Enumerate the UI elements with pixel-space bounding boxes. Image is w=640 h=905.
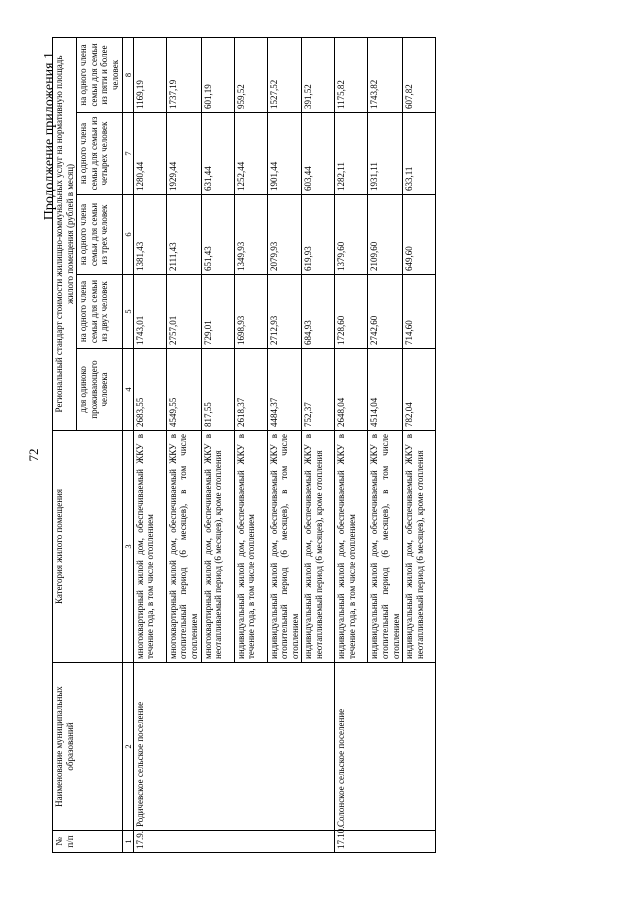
header-c5: на одного члена семьи для семьи из двух человек <box>77 275 122 349</box>
value-cell: 1931,11 <box>368 113 403 195</box>
value-cell: 2648,04 <box>335 349 368 431</box>
value-cell: 1282,11 <box>335 113 368 195</box>
category-cell: индивидуальный жилой дом, обеспечиваемый ЖКУ в отопительный период (6 месяцев), в том числе отоплением <box>368 431 403 663</box>
value-cell: 1929,44 <box>166 113 201 195</box>
value-cell: 782,04 <box>403 349 436 431</box>
municipality-name: Родичевское сельское поселение <box>133 663 335 831</box>
value-cell: 1175,82 <box>335 37 368 112</box>
value-cell: 1349,93 <box>234 195 267 275</box>
value-cell: 2757,01 <box>166 275 201 349</box>
value-cell: 619,93 <box>302 195 335 275</box>
value-cell: 1252,44 <box>234 113 267 195</box>
page-number: 72 <box>26 448 41 462</box>
value-cell: 1527,52 <box>267 37 302 112</box>
value-cell: 2683,55 <box>133 349 166 431</box>
value-cell: 729,01 <box>201 275 234 349</box>
continuation-title: Продолжение приложения 1 <box>42 52 57 221</box>
value-cell: 1381,43 <box>133 195 166 275</box>
municipality-name: Солонское сельское поселение <box>335 663 436 831</box>
value-cell: 817,55 <box>201 349 234 431</box>
header-c4: для одиноко проживающего человека <box>77 349 122 431</box>
value-cell: 2111,43 <box>166 195 201 275</box>
category-cell: многоквартирный жилой дом, обеспечиваемый ЖКУ в неотапливаемый период (6 месяцев), кроме отопления <box>201 431 234 663</box>
value-cell: 684,93 <box>302 275 335 349</box>
category-cell: индивидуальный жилой дом, обеспечиваемый ЖКУ в неотапливаемый период (6 месяцев), кроме отопления <box>403 431 436 663</box>
colnum: 8 <box>122 37 133 112</box>
value-cell: 959,52 <box>234 37 267 112</box>
value-cell: 601,19 <box>201 37 234 112</box>
header-category: Категория жилого помещения <box>53 431 123 663</box>
value-cell: 1743,82 <box>368 37 403 112</box>
value-cell: 391,52 <box>302 37 335 112</box>
value-cell: 649,60 <box>403 195 436 275</box>
table-row <box>133 37 166 852</box>
value-cell: 1169,19 <box>133 37 166 112</box>
colnum: 6 <box>122 195 133 275</box>
value-cell: 651,43 <box>201 195 234 275</box>
row-num: 17.9. <box>133 831 335 853</box>
header-row <box>53 37 77 852</box>
category-cell: многоквартирный жилой дом, обеспечиваемый ЖКУ в течение года, в том числе отоплением <box>133 431 166 663</box>
value-cell: 1901,44 <box>267 113 302 195</box>
colnum: 5 <box>122 275 133 349</box>
category-cell: индивидуальный жилой дом, обеспечиваемый ЖКУ в течение года, в том числе отоплением <box>234 431 267 663</box>
value-cell: 2742,60 <box>368 275 403 349</box>
category-cell: индивидуальный жилой дом, обеспечиваемый ЖКУ в течение года, в том числе отоплением <box>335 431 368 663</box>
value-cell: 2712,93 <box>267 275 302 349</box>
header-municipality: Наименование муниципальных образований <box>53 663 123 831</box>
value-cell: 603,44 <box>302 113 335 195</box>
standards-table <box>52 37 436 853</box>
value-cell: 1698,93 <box>234 275 267 349</box>
header-num: № п/п <box>53 831 123 853</box>
value-cell: 2079,93 <box>267 195 302 275</box>
colnum: 1 <box>122 831 133 853</box>
value-cell: 1379,60 <box>335 195 368 275</box>
header-c8: на одного члена семьи для семьи из пяти и более человек <box>77 37 122 112</box>
value-cell: 4549,55 <box>166 349 201 431</box>
value-cell: 1737,19 <box>166 37 201 112</box>
header-c7: на одного члена семьи для семьи из четырех человек <box>77 113 122 195</box>
colnum: 2 <box>122 663 133 831</box>
value-cell: 633,11 <box>403 113 436 195</box>
value-cell: 631,44 <box>201 113 234 195</box>
header-c6: на одного члена семьи для семьи из трех человек <box>77 195 122 275</box>
column-number-row <box>122 37 133 852</box>
value-cell: 2109,60 <box>368 195 403 275</box>
value-cell: 752,37 <box>302 349 335 431</box>
category-cell: многоквартирный жилой дом, обеспечиваемый ЖКУ в отопительный период (6 месяцев), в том числе отоплением <box>166 431 201 663</box>
category-cell: индивидуальный жилой дом, обеспечиваемый ЖКУ в неотапливаемый период (6 месяцев), кроме отопления <box>302 431 335 663</box>
header-group: Региональный стандарт стоимости жилищно-коммунальных услуг на нормативную площадь жилого помещения (рублей в месяц) <box>53 37 77 430</box>
value-cell: 1743,01 <box>133 275 166 349</box>
colnum: 3 <box>122 431 133 663</box>
table-row <box>335 37 368 852</box>
value-cell: 4514,04 <box>368 349 403 431</box>
row-num: 17.10. <box>335 831 436 853</box>
value-cell: 607,82 <box>403 37 436 112</box>
value-cell: 1728,60 <box>335 275 368 349</box>
value-cell: 2618,37 <box>234 349 267 431</box>
colnum: 7 <box>122 113 133 195</box>
value-cell: 714,60 <box>403 275 436 349</box>
value-cell: 1280,44 <box>133 113 166 195</box>
value-cell: 4484,37 <box>267 349 302 431</box>
colnum: 4 <box>122 349 133 431</box>
category-cell: индивидуальный жилой дом, обеспечиваемый ЖКУ в отопительный период (6 месяцев), в том числе отоплением <box>267 431 302 663</box>
